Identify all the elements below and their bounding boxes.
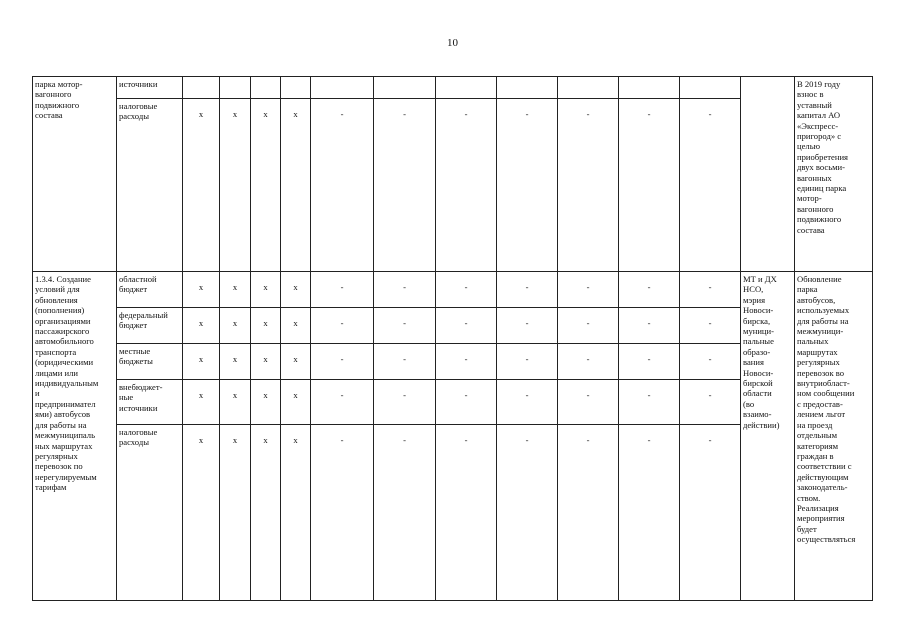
value-cell: x [183, 99, 220, 272]
value-cell: x [183, 380, 220, 425]
value-cell: - [374, 272, 436, 308]
value-cell: - [374, 99, 436, 272]
value-cell: - [311, 344, 374, 380]
value-cell: x [281, 99, 311, 272]
value-cell: - [497, 344, 558, 380]
program-table [32, 76, 873, 601]
value-cell [281, 77, 311, 99]
value-cell [558, 77, 619, 99]
value-cell: x [220, 344, 251, 380]
note-cell: Обновление парка автобусов, используемых для работы на межмуници- пальных маршрутах регулярных перевозок во внутриобласт- ном сообщении с предостав- лением льгот на проезд отдельным категориям граждан в соответствии с действующим законодатель- ством. Реализация мероприятия будет осуществляться [795, 272, 873, 601]
value-cell [374, 77, 436, 99]
value-cell: x [183, 308, 220, 344]
value-cell: x [183, 425, 220, 601]
value-cell: x [251, 272, 281, 308]
value-cell: x [281, 272, 311, 308]
note-cell: В 2019 году взнос в уставный капитал АО «Экспресс- пригород» с целью приобретения двух восьми- вагонных единиц парка мотор- вагонного подвижного состава [795, 77, 873, 272]
value-cell: x [220, 99, 251, 272]
value-cell: - [436, 425, 497, 601]
value-cell: - [558, 380, 619, 425]
value-cell: - [680, 272, 741, 308]
funding-source-cell: налоговые расходы [117, 425, 183, 601]
value-cell: x [281, 380, 311, 425]
value-cell: - [619, 380, 680, 425]
value-cell [251, 77, 281, 99]
value-cell: - [374, 344, 436, 380]
value-cell: - [497, 272, 558, 308]
value-cell: - [619, 344, 680, 380]
value-cell: - [558, 308, 619, 344]
table-row [33, 272, 873, 308]
value-cell: - [497, 99, 558, 272]
value-cell: - [680, 308, 741, 344]
executor-cell [741, 77, 795, 272]
value-cell: x [183, 272, 220, 308]
value-cell: - [374, 308, 436, 344]
value-cell: - [436, 99, 497, 272]
executor-cell: МТ и ДХ НСО, мэрия Новоси- бирска, муници- пальные образо- вания Новоси- бирской области (во взаимо- действии) [741, 272, 795, 601]
value-cell: - [619, 308, 680, 344]
value-cell: x [220, 272, 251, 308]
value-cell: x [281, 425, 311, 601]
value-cell [619, 77, 680, 99]
funding-source-cell: налоговые расходы [117, 99, 183, 272]
value-cell: - [311, 425, 374, 601]
value-cell: x [220, 425, 251, 601]
value-cell: x [251, 99, 281, 272]
value-cell: - [311, 308, 374, 344]
value-cell: - [497, 425, 558, 601]
value-cell: - [558, 272, 619, 308]
value-cell: x [251, 308, 281, 344]
value-cell: - [619, 425, 680, 601]
value-cell: - [619, 272, 680, 308]
value-cell: x [281, 308, 311, 344]
value-cell: - [680, 425, 741, 601]
table-body [33, 77, 873, 601]
value-cell: - [436, 380, 497, 425]
value-cell: - [497, 380, 558, 425]
value-cell: x [220, 308, 251, 344]
value-cell: - [680, 380, 741, 425]
value-cell: - [680, 99, 741, 272]
value-cell: - [311, 380, 374, 425]
funding-source-cell: федеральный бюджет [117, 308, 183, 344]
value-cell: x [220, 380, 251, 425]
value-cell: x [251, 344, 281, 380]
funding-source-cell: областной бюджет [117, 272, 183, 308]
value-cell [311, 77, 374, 99]
value-cell: - [374, 425, 436, 601]
value-cell: - [436, 272, 497, 308]
page-number: 10 [447, 37, 458, 49]
value-cell: - [680, 344, 741, 380]
value-cell: - [436, 308, 497, 344]
value-cell: x [251, 380, 281, 425]
value-cell: x [281, 344, 311, 380]
measure-name-cell: 1.3.4. Создание условий для обновления (пополнения) организациями пассажирского автомобильного транспорта (юридическими лицами или индивидуальным и предпринимател ями) автобусов для работы на межмуниципаль ных маршрутах регулярных перевозок по нерегулируемым тарифам [33, 272, 117, 601]
value-cell [497, 77, 558, 99]
value-cell: x [183, 344, 220, 380]
value-cell [220, 77, 251, 99]
value-cell: - [558, 344, 619, 380]
funding-source-cell: местные бюджеты [117, 344, 183, 380]
value-cell: - [436, 344, 497, 380]
funding-source-cell: источники [117, 77, 183, 99]
value-cell: - [311, 99, 374, 272]
value-cell: - [374, 380, 436, 425]
value-cell: x [251, 425, 281, 601]
table-row [33, 77, 873, 99]
funding-source-cell: внебюджет- ные источники [117, 380, 183, 425]
measure-name-cell: парка мотор- вагонного подвижного состава [33, 77, 117, 272]
value-cell [680, 77, 741, 99]
value-cell: - [497, 308, 558, 344]
value-cell [436, 77, 497, 99]
value-cell: - [619, 99, 680, 272]
value-cell: - [558, 99, 619, 272]
value-cell: - [311, 272, 374, 308]
value-cell [183, 77, 220, 99]
value-cell: - [558, 425, 619, 601]
